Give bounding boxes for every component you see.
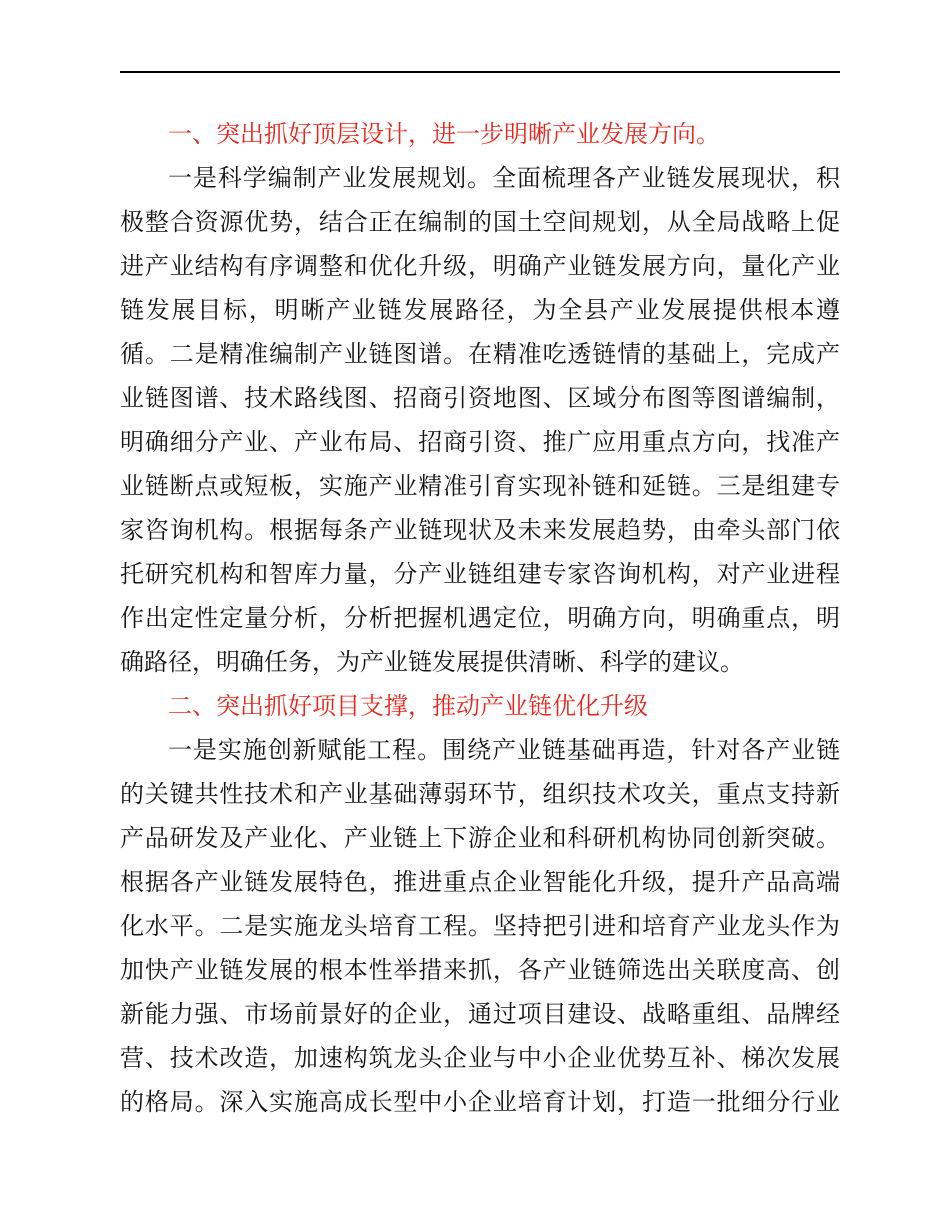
- text-line: 营、技术改造，加速构筑龙头企业与中小企业优势互补、梯次发展: [120, 1044, 840, 1072]
- text-line: 循。二是精准编制产业链图谱。在精准吃透链情的基础上，完成产: [120, 340, 840, 368]
- section-1-heading: 一、突出抓好顶层设计，进一步明晰产业发展方向。: [168, 120, 720, 148]
- text-line: 的格局。深入实施高成长型中小企业培育计划，打造一批细分行业: [120, 1088, 840, 1116]
- text-line: 业链图谱、技术路线图、招商引资地图、区域分布图等图谱编制，: [120, 384, 840, 412]
- header-rule: [120, 71, 840, 73]
- text-line: 加快产业链发展的根本性举措来抓，各产业链筛选出关联度高、创: [120, 956, 840, 984]
- text-line: 业链断点或短板，实施产业精准引育实现补链和延链。三是组建专: [120, 472, 840, 500]
- section-1-paragraph: [120, 156, 840, 684]
- text-line: 产品研发及产业化、产业链上下游企业和科研机构协同创新突破。: [120, 824, 840, 852]
- text-line: 链发展目标，明晰产业链发展路径，为全县产业发展提供根本遵: [120, 296, 840, 324]
- text-line: 家咨询机构。根据每条产业链现状及未来发展趋势，由牵头部门依: [120, 516, 840, 544]
- text-line: 确路径，明确任务，为产业链发展提供清晰、科学的建议。: [120, 648, 744, 676]
- text-line: 极整合资源优势，结合正在编制的国土空间规划，从全局战略上促: [120, 208, 840, 236]
- text-line: 一是实施创新赋能工程。围绕产业链基础再造，针对各产业链: [168, 736, 840, 764]
- section-2-paragraph: [120, 728, 840, 1124]
- text-line: 的关键共性技术和产业基础薄弱环节，组织技术攻关，重点支持新: [120, 780, 840, 808]
- text-line: 明确细分产业、产业布局、招商引资、推广应用重点方向，找准产: [120, 428, 840, 456]
- section-2-heading: 二、突出抓好项目支撑，推动产业链优化升级: [168, 692, 648, 720]
- text-line: 作出定性定量分析，分析把握机遇定位，明确方向，明确重点，明: [120, 604, 840, 632]
- document-body: [120, 112, 840, 1124]
- text-line: 托研究机构和智库力量，分产业链组建专家咨询机构，对产业进程: [120, 560, 840, 588]
- text-line: 化水平。二是实施龙头培育工程。坚持把引进和培育产业龙头作为: [120, 912, 840, 940]
- text-line: 进产业结构有序调整和优化升级，明确产业链发展方向，量化产业: [120, 252, 840, 280]
- text-line: 根据各产业链发展特色，推进重点企业智能化升级，提升产品高端: [120, 868, 840, 896]
- text-line: 新能力强、市场前景好的企业，通过项目建设、战略重组、品牌经: [120, 1000, 840, 1028]
- text-line: 一是科学编制产业发展规划。全面梳理各产业链发展现状，积: [168, 164, 840, 192]
